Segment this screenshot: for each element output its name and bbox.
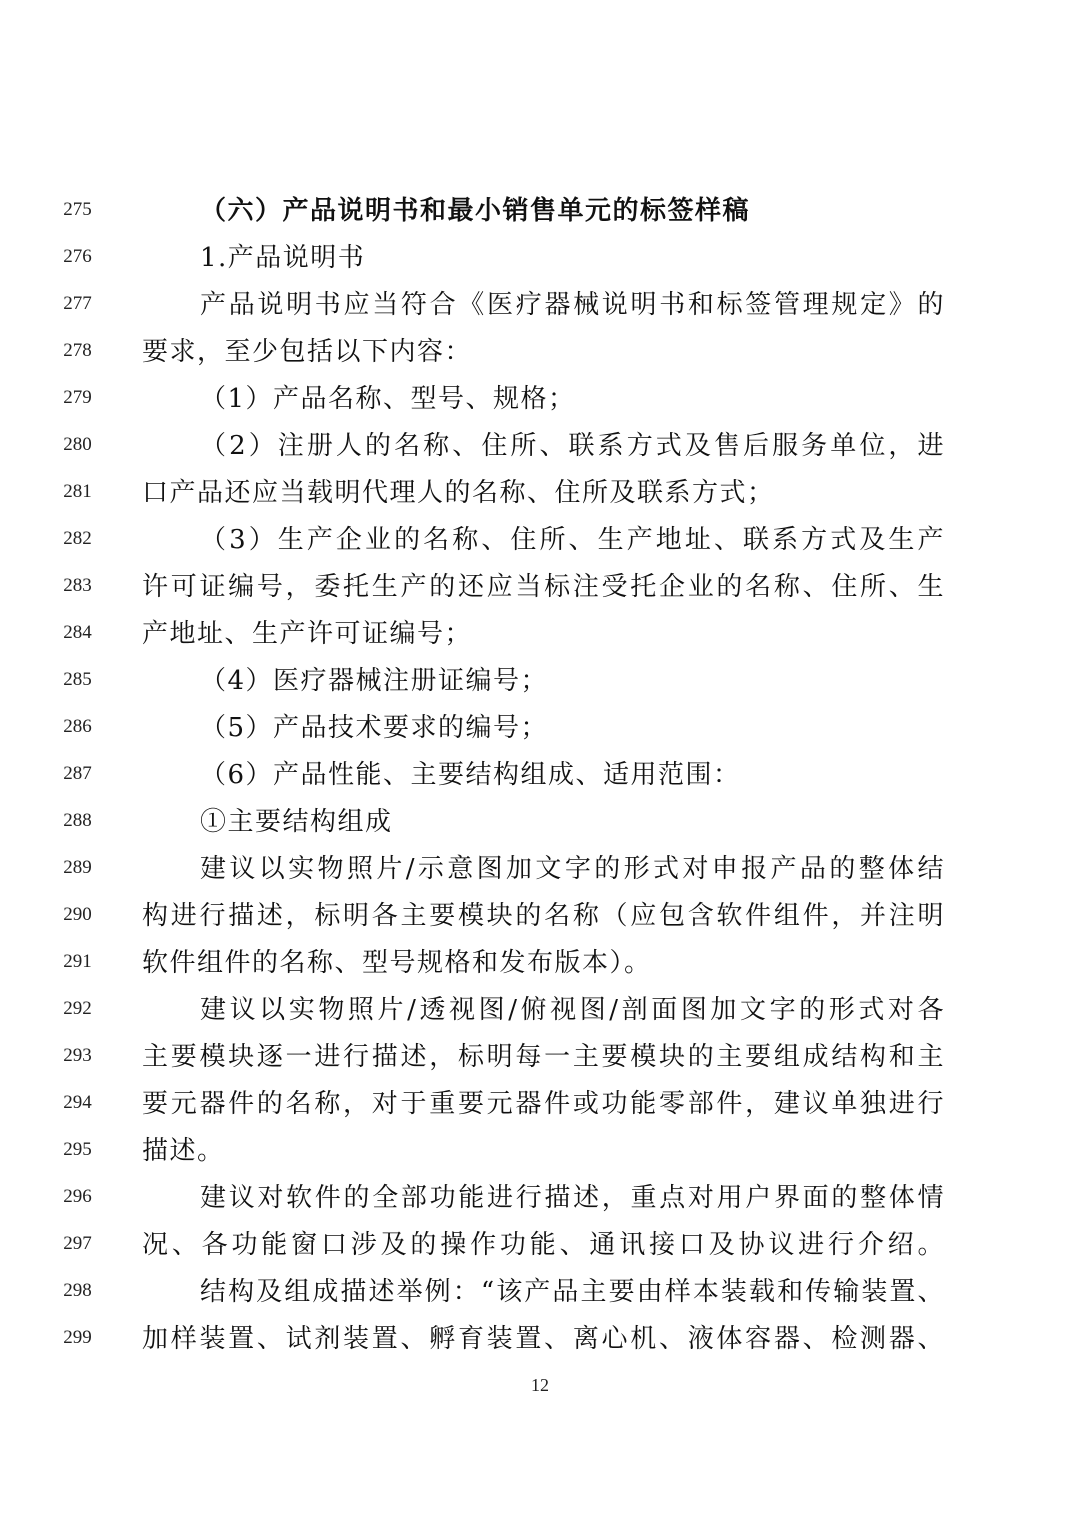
text-line [0,1026,1080,1073]
paragraph-text: 况、各功能窗口涉及的操作功能、通讯接口及协议进行介绍。 [142,1230,945,1260]
paragraph-text: 结构及组成描述举例：“该产品主要由样本装载和传输装置、 [200,1277,945,1307]
line-number: 294 [63,1092,92,1113]
line-number: 295 [63,1139,92,1160]
line-number: 291 [63,951,92,972]
text-line [0,1120,1080,1167]
subsection-heading: 1.产品说明书 [200,243,366,273]
text-line [0,1261,1080,1308]
paragraph-text: 构进行描述，标明各主要模块的名称（应包含软件组件，并注明 [142,901,945,931]
line-number: 279 [63,387,92,408]
line-number: 287 [63,763,92,784]
text-line [0,180,1080,227]
line-number: 283 [63,575,92,596]
paragraph-text: 加样装置、试剂装置、孵育装置、离心机、液体容器、检测器、 [142,1324,945,1354]
text-line [0,415,1080,462]
text-line [0,274,1080,321]
list-item-text: （2）注册人的名称、住所、联系方式及售后服务单位，进 [200,431,945,461]
line-number: 286 [63,716,92,737]
line-number: 298 [63,1280,92,1301]
line-number: 277 [63,293,92,314]
paragraph-text: 软件组件的名称、型号规格和发布版本）。 [142,948,652,978]
line-number: 296 [63,1186,92,1207]
paragraph-text: 产品说明书应当符合《医疗器械说明书和标签管理规定》的 [200,290,945,320]
line-number: 290 [63,904,92,925]
text-line [0,697,1080,744]
line-number: 281 [63,481,92,502]
line-number: 276 [63,246,92,267]
text-line [0,1308,1080,1355]
text-line [0,603,1080,650]
line-number: 289 [63,857,92,878]
line-number: 278 [63,340,92,361]
text-line [0,1073,1080,1120]
section-heading: （六）产品说明书和最小销售单元的标签样稿 [200,196,751,226]
text-line [0,227,1080,274]
line-number: 297 [63,1233,92,1254]
paragraph-text: 要元器件的名称，对于重要元器件或功能零部件，建议单独进行 [142,1089,945,1119]
list-item-text: （6）产品性能、主要结构组成、适用范围： [200,760,741,790]
line-number: 280 [63,434,92,455]
text-line [0,462,1080,509]
list-item-text: （5）产品技术要求的编号； [200,713,549,743]
paragraph-text: 建议以实物照片/示意图加文字的形式对申报产品的整体结 [200,854,945,884]
paragraph-text: 建议对软件的全部功能进行描述，重点对用户界面的整体情 [200,1183,945,1213]
line-number: 275 [63,199,92,220]
line-number: 293 [63,1045,92,1066]
line-number: 299 [63,1327,92,1348]
list-item-text: 许可证编号，委托生产的还应当标注受托企业的名称、住所、生 [142,572,945,602]
subsection-heading: ①主要结构组成 [200,807,393,837]
line-number: 288 [63,810,92,831]
text-line [0,650,1080,697]
line-number: 285 [63,669,92,690]
list-item-text: （3）生产企业的名称、住所、生产地址、联系方式及生产 [200,525,945,555]
paragraph-text: 要求，至少包括以下内容： [142,337,473,367]
text-line [0,885,1080,932]
text-line [0,744,1080,791]
text-line [0,1167,1080,1214]
line-number: 284 [63,622,92,643]
text-line [0,556,1080,603]
list-item-text: （1）产品名称、型号、规格； [200,384,576,414]
paragraph-text: 描述。 [142,1136,225,1166]
list-item-text: （4）医疗器械注册证编号； [200,666,549,696]
page-number: 12 [531,1375,549,1395]
text-line [0,321,1080,368]
line-number: 282 [63,528,92,549]
text-line [0,368,1080,415]
text-line [0,509,1080,556]
text-line [0,932,1080,979]
list-item-text: 产地址、生产许可证编号； [142,619,473,649]
line-number: 292 [63,998,92,1019]
text-line [0,791,1080,838]
list-item-text: 口产品还应当载明代理人的名称、住所及联系方式； [142,478,775,508]
paragraph-text: 建议以实物照片/透视图/俯视图/剖面图加文字的形式对各 [200,995,945,1025]
text-line [0,838,1080,885]
paragraph-text: 主要模块逐一进行描述，标明每一主要模块的主要组成结构和主 [142,1042,945,1072]
text-line [0,979,1080,1026]
text-line [0,1214,1080,1261]
